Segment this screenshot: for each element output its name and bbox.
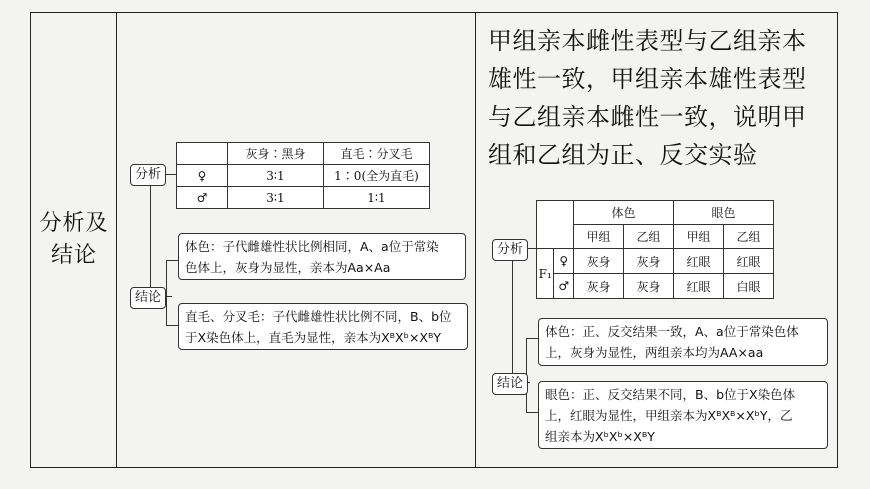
heading-line: 组和乙组为正、反交实验 xyxy=(488,141,758,169)
row-label-line: 结论 xyxy=(50,243,97,268)
table-group-header: 眼色 xyxy=(674,201,774,225)
female-icon: ♀ xyxy=(554,249,574,274)
table-cell: 3∶1 xyxy=(228,165,324,187)
table-row xyxy=(537,249,774,274)
table-cell: 红眼 xyxy=(674,274,724,299)
text-line: 体色：正、反交结果一致，A、a位于常染色体 xyxy=(545,324,799,339)
male-icon: ♂ xyxy=(554,274,574,299)
text-line: 于X染色体上，直毛为显性，亲本为XᴮXᵇ×XᴮY xyxy=(185,330,442,345)
right-heading xyxy=(488,22,828,174)
table-row xyxy=(537,274,774,299)
female-icon: ♀ xyxy=(177,165,228,187)
right-data-table xyxy=(536,200,774,299)
connector xyxy=(166,260,167,326)
table-row xyxy=(177,165,430,187)
table-corner xyxy=(177,143,228,165)
connector-vertical xyxy=(150,186,151,296)
table-header: 乙组 xyxy=(724,225,774,249)
table-cell: 红眼 xyxy=(724,249,774,274)
table-corner xyxy=(537,201,574,249)
table-cell: 灰身 xyxy=(624,249,674,274)
table-cell: 红眼 xyxy=(674,249,724,274)
text-line: 上，红眼为显性，甲组亲本为XᴮXᴮ×XᵇY，乙 xyxy=(545,408,793,423)
table-cell: 1∶0(全为直毛) xyxy=(324,165,430,187)
table-group-header: 体色 xyxy=(574,201,674,225)
row-label xyxy=(36,208,112,272)
heading-line: 与乙组亲本雌性一致，说明甲 xyxy=(488,103,807,131)
table-cell: 灰身 xyxy=(624,274,674,299)
text-line: 上，灰身为显性，两组亲本均为AA×aa xyxy=(545,345,764,360)
table-header: 乙组 xyxy=(624,225,674,249)
table-cell: 1∶1 xyxy=(324,187,430,209)
connector-vertical xyxy=(512,258,513,382)
connector xyxy=(526,338,538,339)
conclusion-tag: 结论 xyxy=(492,373,528,395)
table-header: 直毛∶分叉毛 xyxy=(324,143,430,165)
conclusion-tag: 结论 xyxy=(130,287,166,309)
connector xyxy=(526,412,538,413)
divider-left xyxy=(116,12,117,468)
table-cell: 灰身 xyxy=(574,249,624,274)
row-label-line: 分析及 xyxy=(39,211,109,236)
text-line: 色体上，灰身为显性，亲本为Aa×Aa xyxy=(185,260,391,275)
divider-middle xyxy=(475,12,476,468)
right-conclusion-body-color xyxy=(538,318,828,366)
table-row xyxy=(177,187,430,209)
table-cell: 灰身 xyxy=(574,274,624,299)
male-icon: ♂ xyxy=(177,187,228,209)
analysis-tag: 分析 xyxy=(492,239,528,261)
text-line: 眼色：正、反交结果不同，B、b位于X染色体 xyxy=(545,387,796,402)
analysis-tag: 分析 xyxy=(130,164,166,186)
table-header: 甲组 xyxy=(674,225,724,249)
table-cell: 3∶1 xyxy=(228,187,324,209)
text-line: 组亲本为XᵇXᵇ×XᴮY xyxy=(545,429,655,444)
heading-line: 甲组亲本雌性表型与乙组亲本 xyxy=(488,27,807,55)
text-line: 直毛、分叉毛：子代雌雄性状比例不同，B、b位 xyxy=(185,309,452,324)
table-header: 灰身∶黑身 xyxy=(228,143,324,165)
left-data-table xyxy=(176,142,430,209)
right-conclusion-eye-color xyxy=(538,381,828,449)
text-line: 体色：子代雌雄性状比例相同，A、a位于常染 xyxy=(185,239,439,254)
left-conclusion-hair xyxy=(178,303,468,350)
table-cell: 白眼 xyxy=(724,274,774,299)
connector xyxy=(166,174,176,175)
left-conclusion-body-color xyxy=(178,233,466,280)
heading-line: 雄性一致，甲组亲本雄性表型 xyxy=(488,65,807,93)
table-header: 甲组 xyxy=(574,225,624,249)
generation-label: F₁ xyxy=(537,249,554,299)
